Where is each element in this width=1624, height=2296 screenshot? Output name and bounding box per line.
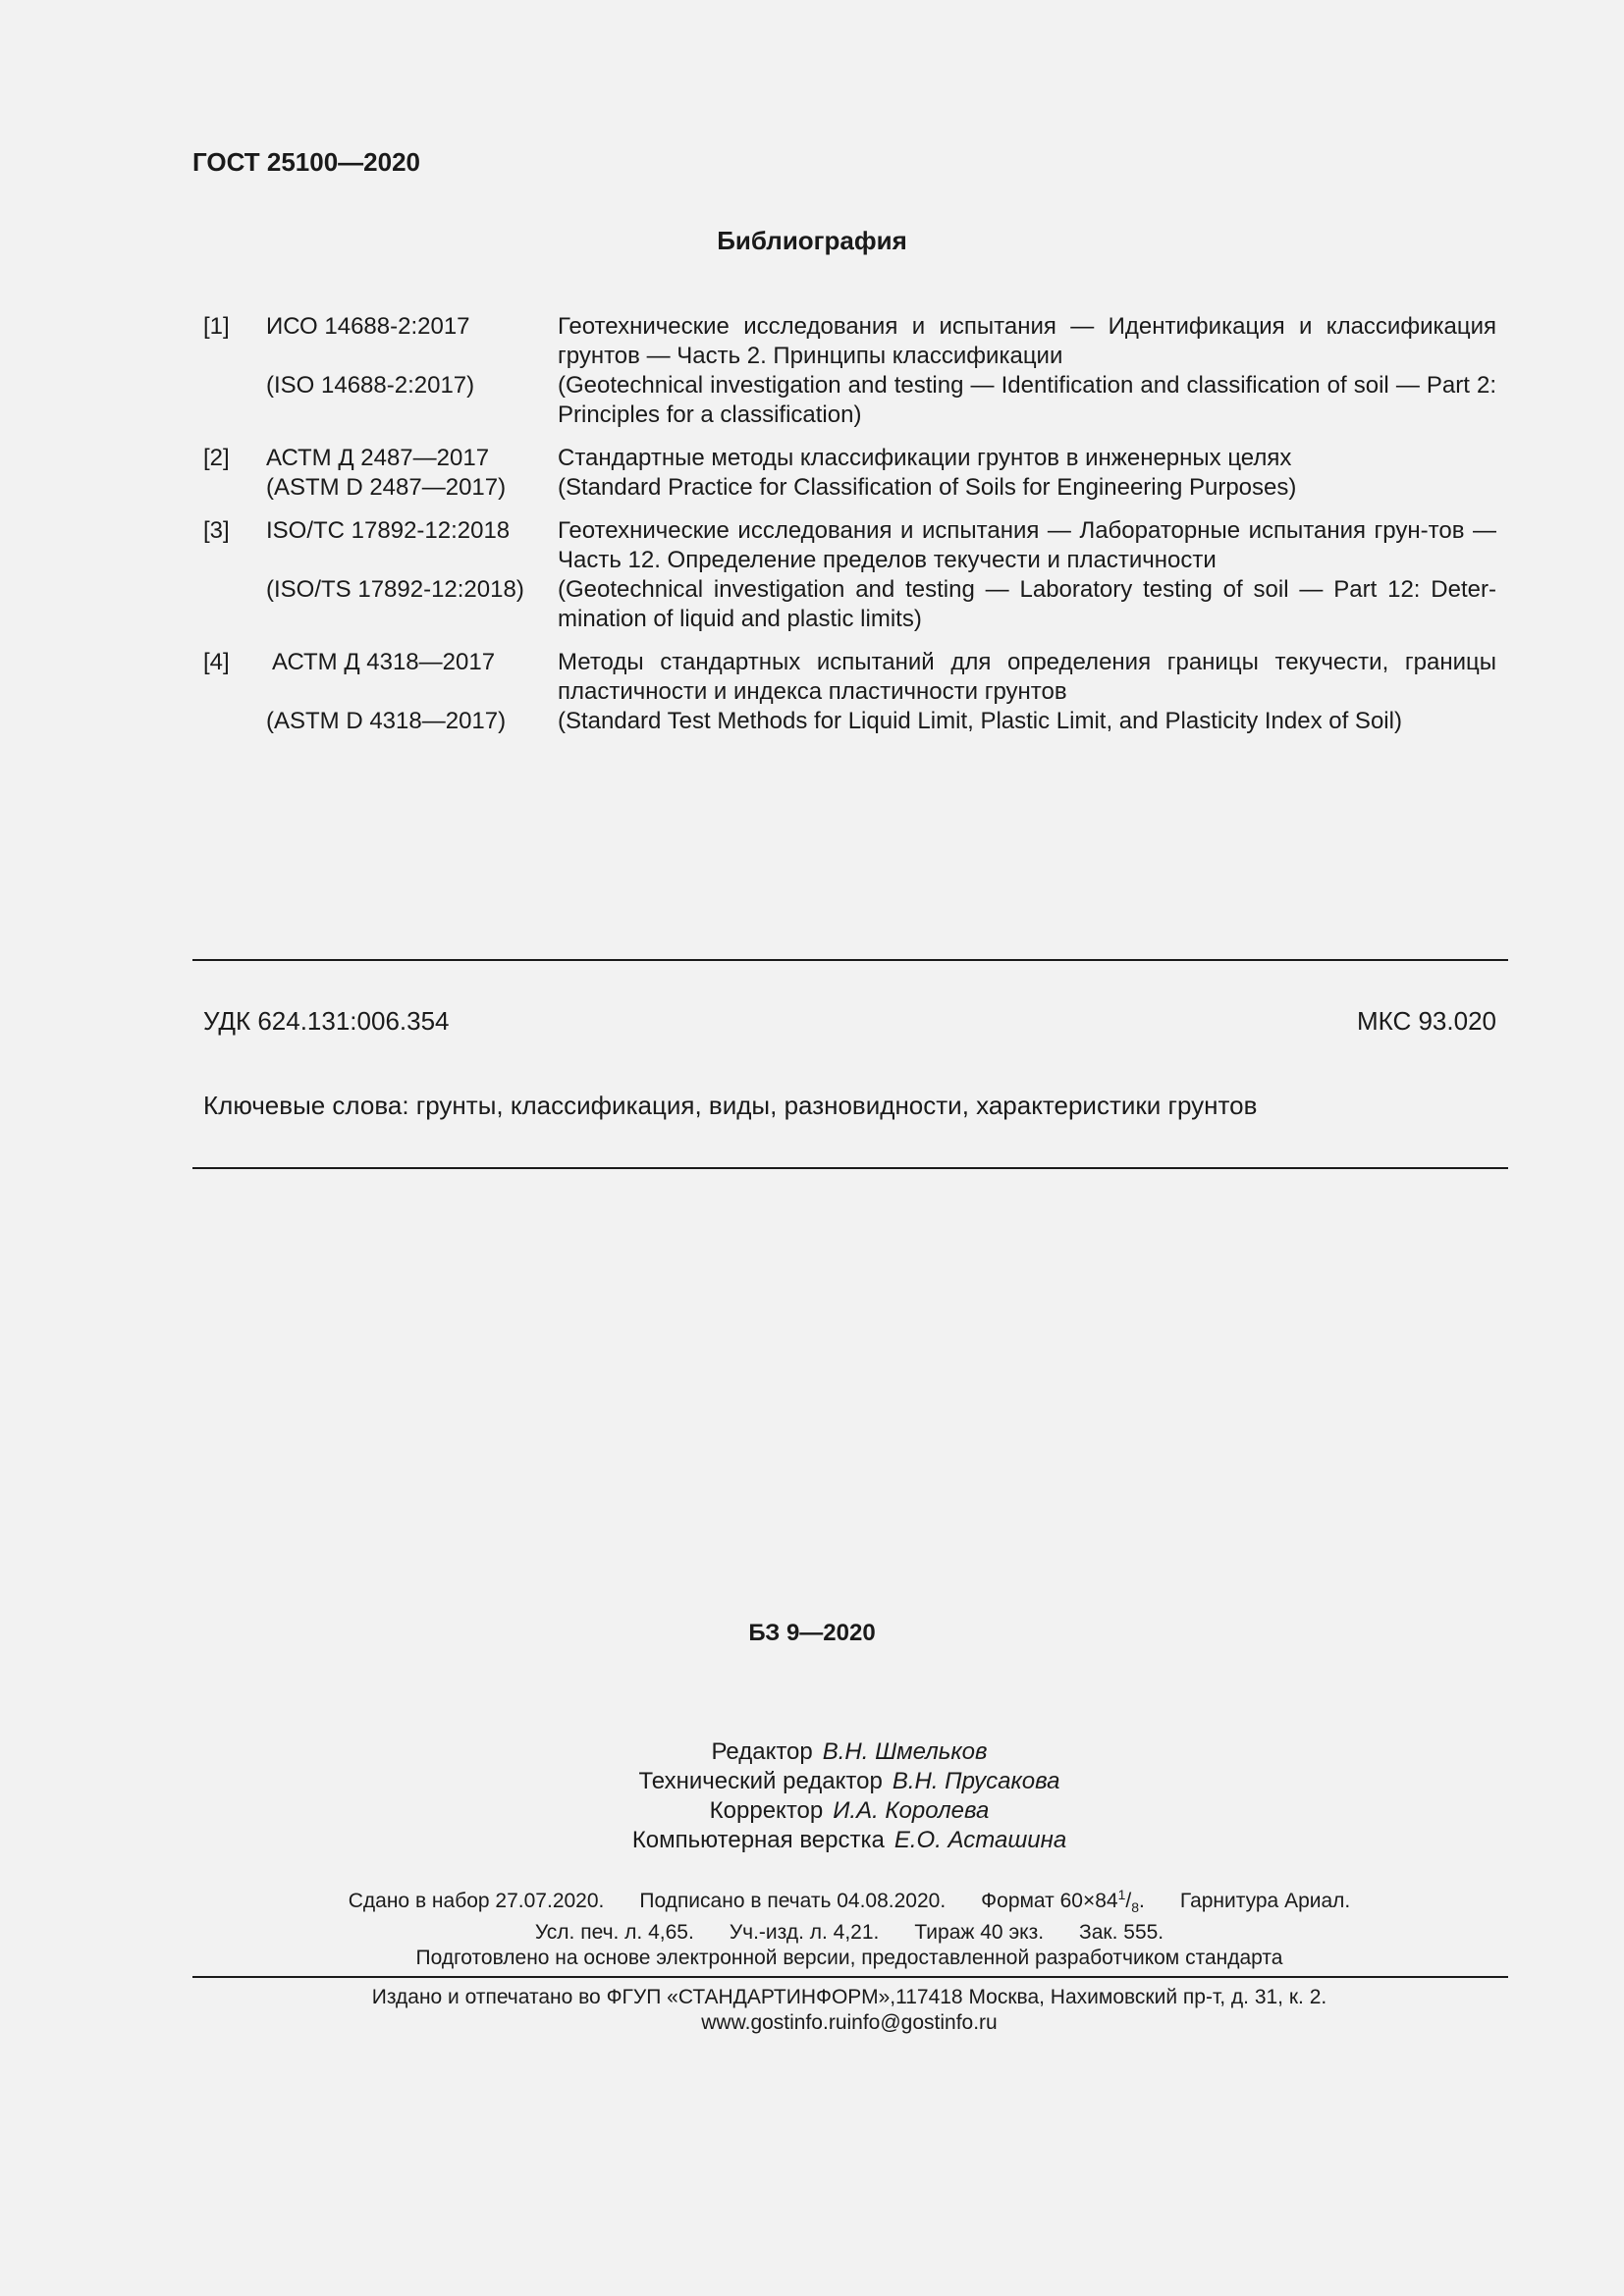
page-format: Формат $60\times 84^1/_8$. — [981, 1887, 1145, 1916]
signed-date: Подписано в печать 04.08.2020. — [639, 1890, 947, 1912]
entry-title-en: (Standard Test Methods for Liquid Limit, Plastic Limit, and Plasticity Index of Soil) — [558, 708, 1402, 734]
entry-description — [558, 648, 1496, 736]
entry-number: [4] — [203, 649, 230, 675]
credit-line — [0, 1737, 1624, 1767]
entry-title-ru: Геотехнические исследования и испытания — Лабораторные испытания грун-тов — Часть 12. Определение пределов текучести и пластичности — [558, 517, 1496, 573]
entry-code-ru: ИСО 14688-2:2017 — [266, 313, 470, 340]
credit-role: Технический редактор — [638, 1768, 883, 1794]
entry-code-en: (ASTM D 4318—2017) — [266, 708, 507, 734]
entry-description — [558, 312, 1496, 430]
mks-code: МКС 93.020 — [1356, 1006, 1496, 1036]
circulation: Тираж 40 экз. — [914, 1921, 1045, 1945]
publisher-address: Издано и отпечатано во ФГУП «СТАНДАРТИНФОРМ»,117418 Москва, Нахимовский пр-т, д. 31, к. 2. — [371, 1986, 1327, 2008]
entry-number: [2] — [203, 445, 230, 471]
entry-codes — [266, 648, 558, 736]
divider-bottom — [192, 1167, 1508, 1169]
credit-role: Компьютерная верстка — [631, 1827, 885, 1853]
credits-block — [0, 1737, 1624, 1855]
divider-colophon — [192, 1976, 1508, 1978]
entry-title-ru: Методы стандартных испытаний для определения границы текучести, границы пластичности и индекса пластичности грунтов — [558, 649, 1496, 705]
credit-role: Редактор — [711, 1738, 813, 1765]
entry-title-en: (Geotechnical investigation and testing — Identification and classification of soil — Part 2: Principles for a classification) — [558, 372, 1496, 428]
website-link[interactable]: www.gostinfo.ru — [701, 2011, 847, 2034]
email-link[interactable]: info@gostinfo.ru — [846, 2011, 998, 2034]
entry-title-en: (Standard Practice for Classification of Soils for Engineering Purposes) — [558, 474, 1297, 501]
entry-code-ru: ISO/TC 17892-12:2018 — [266, 517, 511, 544]
entry-code-ru: АСТМ Д 2487—2017 — [266, 445, 490, 471]
entry-title-en: (Geotechnical investigation and testing — Laboratory testing of soil — Part 12: Deter-mination of liquid and plastic limits) — [558, 576, 1496, 632]
credit-name: В.Н. Прусакова — [892, 1768, 1060, 1794]
bibliography-entry — [203, 516, 1496, 634]
divider-top — [192, 959, 1508, 961]
bibliography-entry — [203, 648, 1496, 736]
entry-number: [3] — [203, 517, 230, 544]
credit-name: Е.О. Асташина — [893, 1827, 1067, 1853]
bz-code: БЗ 9—2020 — [748, 1620, 876, 1646]
entry-codes — [266, 312, 558, 430]
entry-code-en: (ASTM D 2487—2017) — [266, 474, 507, 501]
credit-line — [0, 1767, 1624, 1796]
order-number: Зак. 555. — [1079, 1921, 1164, 1945]
credit-name: И.А. Королева — [833, 1797, 990, 1824]
imprint-line-1 — [0, 1882, 1624, 1920]
bibliography-list — [203, 312, 1496, 750]
bibliography-title: Библиография — [717, 226, 907, 255]
entry-description — [558, 516, 1496, 634]
entry-codes — [266, 516, 558, 634]
entry-codes — [266, 444, 558, 503]
standard-code: ГОСТ 25100—2020 — [192, 147, 420, 177]
credit-role: Корректор — [709, 1797, 824, 1824]
udk-code: УДК 624.131:006.354 — [203, 1006, 450, 1036]
keywords: Ключевые слова: грунты, классификация, виды, разновидности, характеристики грунтов — [203, 1091, 1258, 1120]
bibliography-entry — [203, 444, 1496, 503]
entry-title-ru: Геотехнические исследования и испытания — Идентификация и классификация грунтов — Часть 2. Принципы классификации — [558, 313, 1496, 369]
imprint-line-2 — [0, 1920, 1624, 1946]
entry-title-ru: Стандартные методы классификации грунтов в инженерных целях — [558, 445, 1292, 471]
typeface: Гарнитура Ариал. — [1179, 1890, 1351, 1912]
contact-line — [0, 2010, 1624, 2036]
entry-code-en: (ISO/TS 17892-12:2018) — [266, 576, 524, 603]
bibliography-entry — [203, 312, 1496, 430]
entry-code-en: (ISO 14688-2:2017) — [266, 372, 475, 399]
publisher-block — [0, 1985, 1624, 2036]
prepared-note: Подготовлено на основе электронной версии, предоставленной разработчиком стандарта — [415, 1947, 1283, 1970]
typeset-date: Сдано в набор 27.07.2020. — [348, 1890, 605, 1912]
entry-description — [558, 444, 1496, 503]
credit-line — [0, 1826, 1624, 1855]
credit-name: В.Н. Шмельков — [822, 1738, 988, 1765]
pub-sheets: Уч.-изд. л. 4,21. — [729, 1921, 880, 1945]
entry-code-ru: АСТМ Д 4318—2017 — [272, 649, 496, 675]
imprint-block — [0, 1882, 1624, 1971]
credit-line — [0, 1796, 1624, 1826]
entry-number: [1] — [203, 313, 230, 340]
print-sheets: Усл. печ. л. 4,65. — [534, 1921, 694, 1945]
